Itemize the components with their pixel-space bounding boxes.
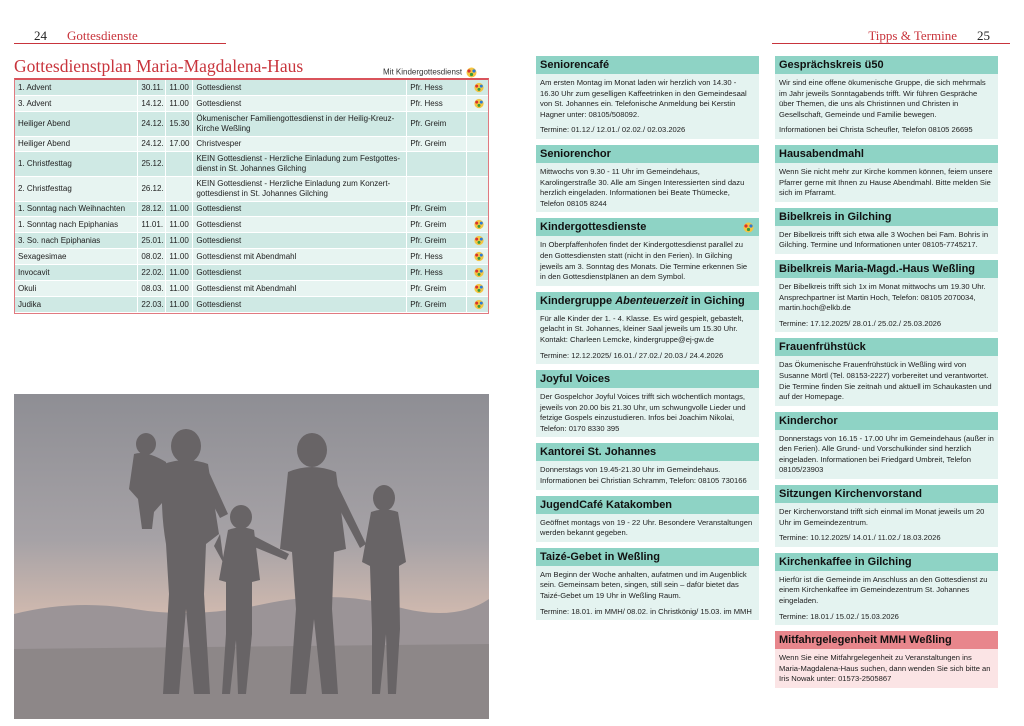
cell-date: 08.03.	[138, 281, 166, 296]
cell-time: 11.00	[166, 265, 193, 280]
table-row	[15, 112, 488, 137]
cell-time: 11.00	[166, 249, 193, 264]
cell-date: 25.12.	[138, 152, 166, 176]
table-row	[15, 233, 488, 249]
cell-time	[166, 152, 193, 176]
cell-pastor: Pfr. Greim	[407, 137, 467, 151]
box-body	[536, 388, 759, 437]
cell-pastor: Pfr. Hess	[407, 80, 467, 95]
info-column-a	[536, 56, 759, 626]
box-text: In Oberpfaffenhofen findet der Kindergottesdienst parallel zu den Gottesdiensten statt (nicht in den Ferien). In Gilching jeweils am 3. Sonntag des Monats. Die Termine erkennen Sie in den Gottesdienstplänen an dem Symbol.	[540, 240, 748, 282]
box-text: Der Bibelkreis trifft sich etwa alle 3 Wochen bei Fam. Bohris in Gilching. Termine und Informationen unter 08105-7745217.	[779, 229, 989, 250]
box-body	[775, 430, 998, 479]
cell-time	[166, 177, 193, 201]
kindergottesdienst-icon	[473, 219, 485, 230]
box-text: Termine: 10.12.2025/ 14.01./ 11.02./ 18.03.2026	[779, 533, 941, 543]
cell-sunday: 1. Christfesttag	[15, 152, 138, 176]
cell-kg	[467, 152, 488, 176]
cell-kg	[467, 265, 488, 280]
table-row	[15, 152, 488, 177]
cell-date: 24.12.	[138, 137, 166, 151]
box-text: Termine: 18.01. im MMH/ 08.02. in Christkönig/ 15.03. im MMH	[540, 606, 752, 616]
box-header	[536, 56, 759, 74]
box-body	[536, 514, 759, 542]
kg-legend-label: Mit Kindergottesdienst	[383, 67, 463, 77]
cell-time: 11.00	[166, 202, 193, 216]
cell-date: 08.02.	[138, 249, 166, 264]
cell-pastor	[407, 177, 467, 201]
cell-sunday: Okuli	[15, 281, 138, 296]
cell-sunday: Judika	[15, 297, 138, 312]
cell-pastor: Pfr. Greim	[407, 297, 467, 312]
family-silhouette-photo	[14, 394, 489, 719]
info-box	[775, 631, 998, 688]
box-header	[775, 485, 998, 503]
table-row	[15, 297, 488, 313]
cell-date: 24.12.	[138, 112, 166, 136]
cell-service: KEIN Gottesdienst - Herzliche Einladung zum Festgottes-dienst in St. Johannes Gilching	[193, 152, 407, 176]
box-text: Für alle Kinder der 1. - 4. Klasse. Es wird gespielt, gebastelt, gelacht in St. Johannes, kleiner Saal jeweils um 15.30 Uhr. Kontakt: Charleen Lemcke, kindergruppe@ej-gw.de	[540, 313, 744, 344]
box-text: Wenn Sie eine Mitfahrgelegenheit zu Veranstaltungen ins Maria-Magdalena-Haus suchen, dann wenden Sie sich bitte an Iris Nowak unter: 01573-2505867	[779, 653, 991, 684]
cell-kg	[467, 233, 488, 248]
cell-service: Christvesper	[193, 137, 407, 151]
box-title: Mitfahrgelegenheit MMH Weßling	[779, 634, 952, 647]
info-column-b	[775, 56, 998, 694]
cell-pastor: Pfr. Greim	[407, 202, 467, 216]
box-title: Gesprächskreis ü50	[779, 59, 884, 71]
cell-kg	[467, 297, 488, 312]
info-box	[536, 56, 759, 139]
box-header	[775, 208, 998, 226]
box-header	[775, 631, 998, 649]
box-title: Kinderchor	[779, 414, 838, 427]
table-row	[15, 265, 488, 281]
box-body	[536, 74, 759, 139]
box-text: Der Bibelkreis trifft sich 1x im Monat mittwochs um 19.30 Uhr. Ansprechpartner ist Martin Hoch, Telefon: 08105 2070034, martin.hoch@elkb.de	[779, 281, 986, 313]
box-header	[775, 338, 998, 356]
kindergottesdienst-icon	[473, 235, 485, 246]
cell-pastor: Pfr. Greim	[407, 112, 467, 136]
table-row	[15, 249, 488, 265]
box-title: Seniorenchor	[540, 147, 611, 160]
box-body	[775, 503, 998, 547]
box-title: Kantorei St. Johannes	[540, 446, 657, 459]
cell-date: 28.12.	[138, 202, 166, 216]
box-title: Kindergruppe Abenteuerzeit in Giching	[540, 294, 745, 307]
box-title-italic: Abenteuerzeit	[615, 294, 688, 307]
box-title: Bibelkreis Maria-Magd.-Haus Weßling	[779, 262, 976, 275]
box-text: Termine: 01.12./ 12.01./ 02.02./ 02.03.2026	[540, 125, 686, 135]
cell-time: 11.00	[166, 80, 193, 95]
cell-time: 11.00	[166, 96, 193, 111]
cell-service: Gottesdienst	[193, 202, 407, 216]
info-box	[536, 218, 759, 285]
box-title: JugendCafé Katakomben	[540, 498, 673, 511]
cell-service: KEIN Gottesdienst - Herzliche Einladung zum Konzert-gottesdienst in St. Johannes Gilching	[193, 177, 407, 201]
box-header	[536, 370, 759, 388]
box-title: Joyful Voices	[540, 373, 611, 386]
box-header	[775, 145, 998, 163]
box-text: Informationen bei Christa Scheufler, Telefon 08105 26695	[779, 125, 973, 135]
cell-kg	[467, 80, 488, 95]
box-text: Geöffnet montags von 19 - 22 Uhr. Besondere Veranstaltungen werden bekannt gegeben.	[540, 517, 753, 538]
cell-time: 11.00	[166, 281, 193, 296]
cell-service: Gottesdienst	[193, 96, 407, 111]
box-text: Am ersten Montag im Monat laden wir herzlich von 14.30 - 16.30 Uhr zum geselligen Kaffeetrinken in den Gemeindesaal von St. Johannes ein. Telefonische Anmeldung bei Kerstin Hagner unter: 08105/508092.	[540, 78, 747, 119]
cell-service: Gottesdienst mit Abendmahl	[193, 249, 407, 264]
box-text: Termine: 12.12.2025/ 16.01./ 27.02./ 20.03./ 24.4.2026	[540, 350, 724, 360]
cell-service: Gottesdienst	[193, 217, 407, 232]
box-body	[775, 356, 998, 405]
cell-time: 15.30	[166, 112, 193, 136]
kindergottesdienst-icon	[473, 283, 485, 294]
table-row	[15, 202, 488, 217]
kindergottesdienst-icon	[473, 299, 485, 310]
cell-service: Gottesdienst	[193, 297, 407, 312]
kindergottesdienst-icon	[473, 82, 485, 93]
box-header	[536, 292, 759, 310]
cell-sunday: 3. Advent	[15, 96, 138, 111]
cell-pastor: Pfr. Hess	[407, 265, 467, 280]
cell-date: 22.02.	[138, 265, 166, 280]
cell-kg	[467, 281, 488, 296]
kindergottesdienst-icon	[473, 251, 485, 262]
box-title: Frauenfrühstück	[779, 341, 866, 354]
table-row	[15, 281, 488, 297]
cell-pastor: Pfr. Greim	[407, 281, 467, 296]
cell-service: Gottesdienst	[193, 80, 407, 95]
cell-sunday: Heiliger Abend	[15, 137, 138, 151]
kindergottesdienst-icon	[473, 98, 485, 109]
box-body	[775, 163, 998, 202]
box-body	[536, 461, 759, 489]
box-header	[775, 260, 998, 278]
cell-date: 30.11.	[138, 80, 166, 95]
box-body	[536, 566, 759, 620]
box-text: Termine: 18.01./ 15.02./ 15.03.2026	[779, 611, 899, 621]
page-right	[512, 0, 1024, 726]
table-row	[15, 217, 488, 233]
info-box	[536, 548, 759, 620]
cell-kg	[467, 249, 488, 264]
cell-date: 22.03.	[138, 297, 166, 312]
box-title: Taizé-Gebet in Weßling	[540, 550, 660, 563]
info-box	[775, 338, 998, 405]
box-body	[775, 74, 998, 139]
info-box	[775, 145, 998, 202]
box-text: Termine: 17.12.2025/ 28.01./ 25.02./ 25.03.2026	[779, 318, 942, 328]
cell-date: 25.01.	[138, 233, 166, 248]
box-body	[775, 226, 998, 254]
cell-kg	[467, 137, 488, 151]
kindergottesdienst-icon	[465, 67, 478, 78]
info-box	[536, 443, 759, 489]
page-number-right: 25	[977, 28, 990, 43]
box-header	[775, 56, 998, 74]
cell-sunday: Invocavit	[15, 265, 138, 280]
box-text: Der Kirchenvorstand trifft sich einmal im Monat jeweils um 20 Uhr im Gemeindezentrum.	[779, 507, 985, 527]
box-body	[775, 278, 998, 332]
box-body	[775, 571, 998, 625]
cell-pastor: Pfr. Greim	[407, 233, 467, 248]
info-box	[536, 496, 759, 542]
info-box	[775, 208, 998, 254]
page-number-left: 24	[34, 28, 47, 43]
info-box	[775, 485, 998, 547]
cell-sunday: 1. Advent	[15, 80, 138, 95]
box-text: Hierfür ist die Gemeinde im Anschluss an den Gottesdienst zu einem Kirchenkaffee im Gemeindezentrum St. Johannes eingeladen.	[779, 574, 988, 606]
section-title-right: Tipps & Termine	[868, 28, 957, 43]
box-header	[536, 145, 759, 163]
cell-sunday: 1. Sonntag nach Weihnachten	[15, 202, 138, 216]
info-box	[536, 370, 759, 437]
cell-time: 11.00	[166, 217, 193, 232]
box-header	[536, 218, 759, 236]
cell-sunday: 1. Sonntag nach Epiphanias	[15, 217, 138, 232]
cell-sunday: 2. Christfesttag	[15, 177, 138, 201]
table-row	[15, 177, 488, 202]
box-title: Kindergottesdienste	[540, 221, 647, 234]
cell-time: 11.00	[166, 297, 193, 312]
cell-service: Gottesdienst	[193, 233, 407, 248]
box-text: Wenn Sie nicht mehr zur Kirche kommen können, feiern unsere Pfarrer gerne mit Ihnen zu Hause Abendmahl. Bitte melden Sie sich im Pfarramt.	[779, 166, 993, 198]
box-body	[536, 310, 759, 364]
table-row	[15, 96, 488, 112]
cell-date: 11.01.	[138, 217, 166, 232]
cell-sunday: Sexagesimae	[15, 249, 138, 264]
cell-service: Gottesdienst mit Abendmahl	[193, 281, 407, 296]
info-box	[775, 260, 998, 332]
box-title: Seniorencafé	[540, 59, 610, 71]
box-header	[536, 496, 759, 514]
cell-pastor: Pfr. Hess	[407, 249, 467, 264]
service-schedule-table	[14, 78, 489, 314]
kindergottesdienst-icon	[742, 222, 755, 233]
cell-service: Gottesdienst	[193, 265, 407, 280]
cell-sunday: Heiliger Abend	[15, 112, 138, 136]
info-box	[536, 292, 759, 364]
box-header	[536, 443, 759, 461]
cell-pastor: Pfr. Hess	[407, 96, 467, 111]
cell-kg	[467, 112, 488, 136]
cell-kg	[467, 217, 488, 232]
box-body	[536, 163, 759, 212]
info-box	[775, 412, 998, 479]
cell-service: Ökumenischer Familiengottesdienst in der Heilig-Kreuz-Kirche Weßling	[193, 112, 407, 136]
cell-pastor	[407, 152, 467, 176]
plan-title: Gottesdienstplan Maria-Magdalena-Haus	[14, 56, 304, 76]
box-text: Der Gospelchor Joyful Voices trifft sich wöchentlich montags, jeweils von 20.00 bis 21.30 Uhr, um schwungvolle Lieder und fetzige Gospels einzustudieren. Infos bei Joachim Nikolai, Telefon: 0170 8330 395	[540, 392, 746, 433]
box-text: Das Ökumenische Frauenfrühstück in Weßling wird von Susanne Mörtl (Tel. 08153-2227) vorbereitet und verantwortet. Die Termine finden Sie zeitnah und aktuell im Schaukasten und auf der Homepage.	[779, 360, 992, 402]
box-header	[775, 412, 998, 430]
info-box	[775, 56, 998, 139]
box-title: Sitzungen Kirchenvorstand	[779, 488, 923, 501]
table-row	[15, 80, 488, 96]
box-text: Mittwochs von 9.30 - 11 Uhr im Gemeindehaus, Karolingerstraße 30. Alle am Singen Interessierten sind dazu herzlich eingeladen. Informationen bei Beate Thümecke, Telefon 08105 8244	[540, 166, 745, 208]
cell-kg	[467, 177, 488, 201]
box-title: Hausabendmahl	[779, 147, 864, 160]
cell-date: 14.12.	[138, 96, 166, 111]
box-body	[536, 236, 759, 285]
table-row	[15, 137, 488, 152]
box-title: Kirchenkaffee in Gilching	[779, 555, 912, 568]
info-box	[536, 145, 759, 212]
box-title: Bibelkreis in Gilching	[779, 210, 892, 223]
box-text: Donnerstags von 19.45-21.30 Uhr im Gemeindehaus. Informationen bei Christian Schramm, Telefon: 08105 730166	[540, 465, 747, 486]
box-text: Donnerstags von 16.15 - 17.00 Uhr im Gemeindehaus (außer in den Ferien). Alle Grund- und Vorschulkinder sind herzlich eingeladen. Informationen bei Friedgard Umbreit, Telefon 08105/23903	[779, 433, 994, 475]
kg-legend	[383, 67, 478, 78]
section-title-left: Gottesdienste	[67, 28, 138, 43]
box-text: Am Beginn der Woche anhalten, aufatmen und im Augenblick sein. Gemeinsam beten, singen, still sein – dafür bietet das Taizé-Gebet um 19 Uhr in Weßling Raum.	[540, 569, 747, 601]
cell-time: 11.00	[166, 233, 193, 248]
cell-kg	[467, 96, 488, 111]
cell-date: 26.12.	[138, 177, 166, 201]
cell-pastor: Pfr. Greim	[407, 217, 467, 232]
box-text: Wir sind eine offene ökumenische Gruppe, die sich mehrmals im Jahr jeweils Sonntagabends trifft. Wir führen Gespräche über Themen, die uns als Christinnen und Christen in Gesellschaft, Gemeinde und Familie bewegen.	[779, 78, 986, 119]
box-header	[775, 553, 998, 571]
info-box	[775, 553, 998, 625]
cell-time: 17.00	[166, 137, 193, 151]
box-body	[775, 649, 998, 688]
cell-sunday: 3. So. nach Epiphanias	[15, 233, 138, 248]
box-header	[536, 548, 759, 566]
kindergottesdienst-icon	[473, 267, 485, 278]
cell-kg	[467, 202, 488, 216]
